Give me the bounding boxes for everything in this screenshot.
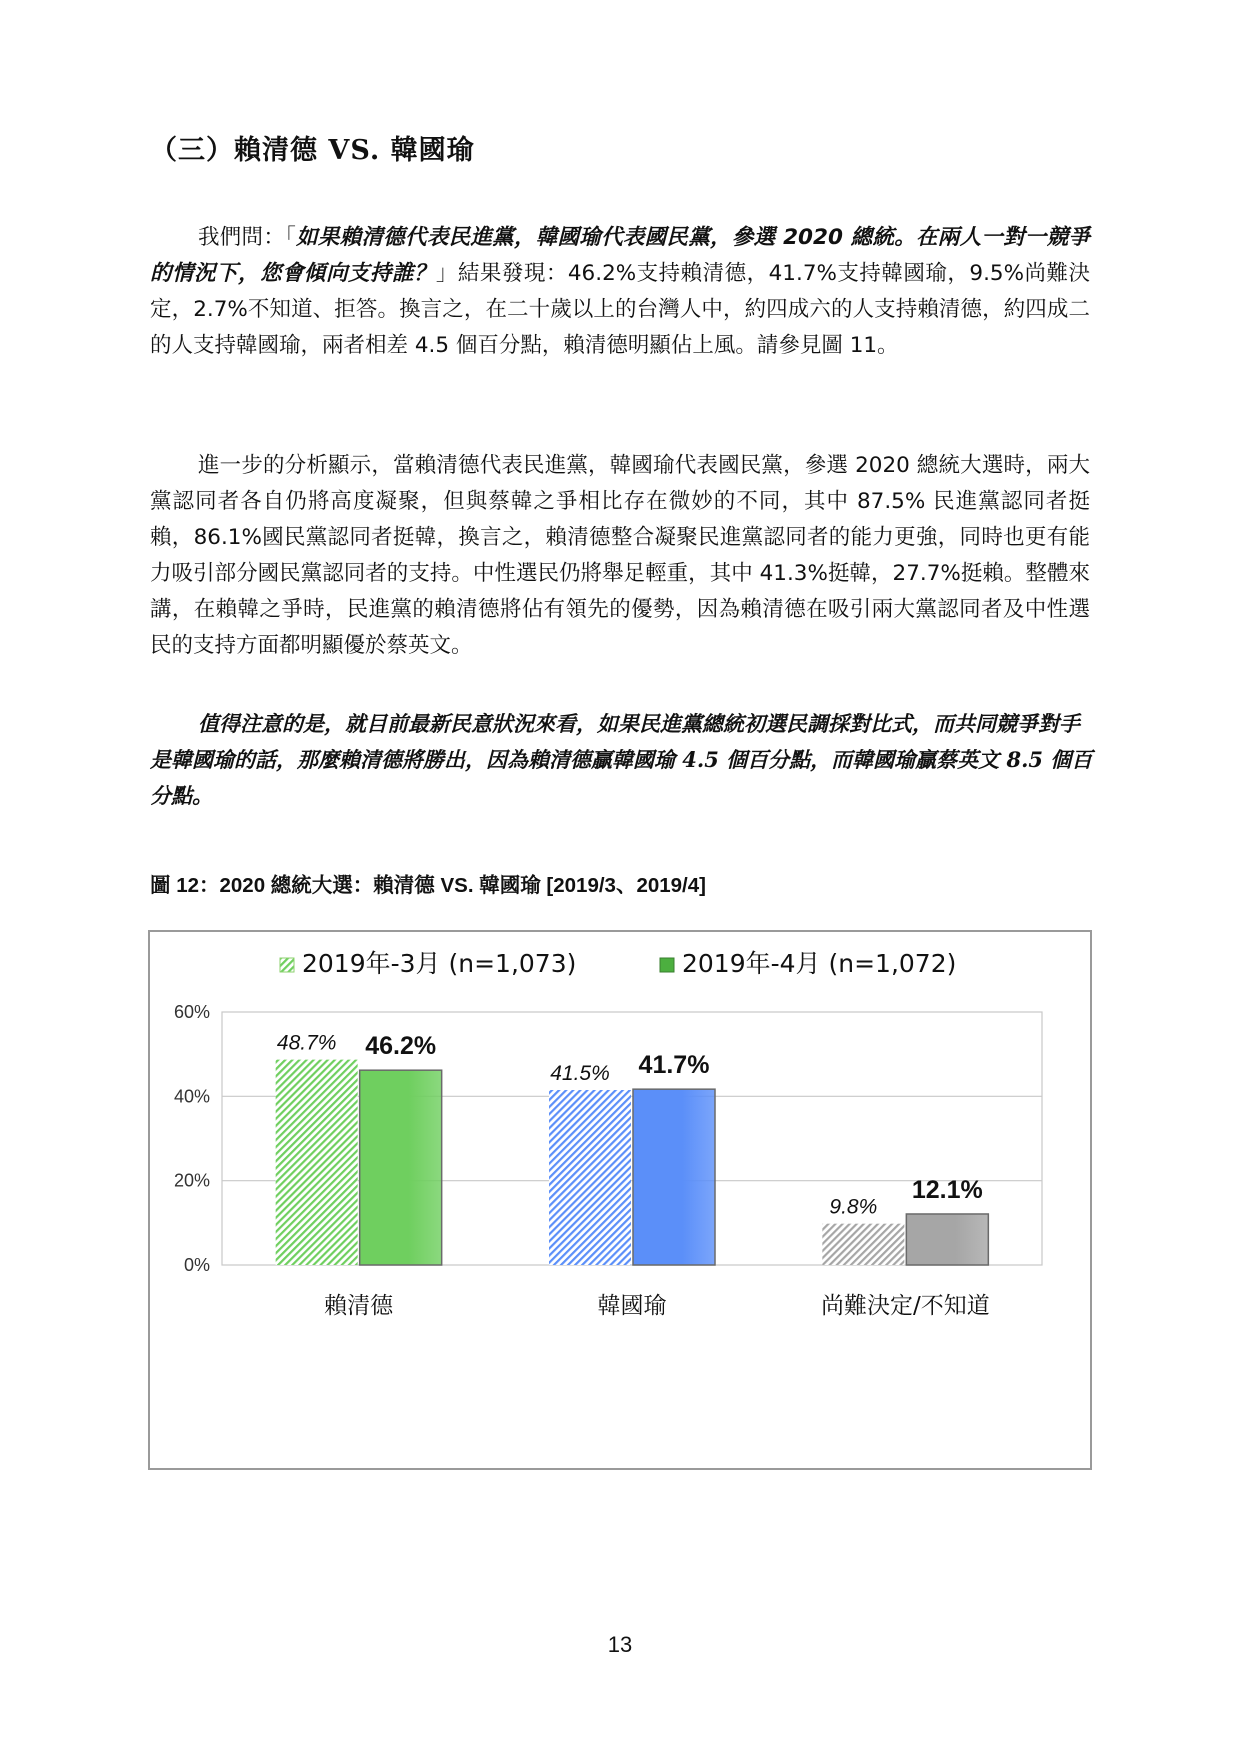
bar-chart xyxy=(150,932,1090,1468)
data-label: 46.2% xyxy=(365,1032,437,1061)
bar-2019年-4月 (n=1,072) xyxy=(906,1214,988,1265)
legend-label: 2019年-4月 (n=1,072) xyxy=(682,949,957,978)
data-label: 12.1% xyxy=(911,1175,983,1204)
section-heading: （三）賴清德 VS. 韓國瑜 xyxy=(150,135,475,166)
legend-swatch xyxy=(660,958,674,972)
paragraph-2: 進一步的分析顯示，當賴清德代表民進黨，韓國瑜代表國民黨，參選 2020 總統大選時，兩大黨認同者各自仍將高度凝聚，但與蔡韓之爭相比存在微妙的不同，其中 87.5% 民進黨認同者挺賴，86.1%國民黨認同者挺韓，換言之，賴清德整合凝聚民進黨認同者的能力更強，同時也更有能力吸引部分國民黨認同者的支持。中性選民仍將舉足輕重，其中 41.3%挺韓，27.7%挺賴。整體來講，在賴韓之爭時，民進黨的賴清德將佔有領先的優勢，因為賴清德在吸引兩大黨認同者及中性選民的支持方面都明顯優於蔡英文。 xyxy=(150,453,1090,658)
figure-caption: 圖 12：2020 總統大選：賴清德 VS. 韓國瑜 [2019/3、2019/4] xyxy=(150,874,706,897)
survey-question: 如果賴清德代表民進黨，韓國瑜代表國民黨，參選 2020 總統。在兩人一對一競爭的情況下，您會傾向支持誰？ xyxy=(150,225,1090,286)
paragraph-1-lead: 我們問：「 xyxy=(198,225,297,250)
page-number: 13 xyxy=(607,1632,633,1657)
chart-frame xyxy=(148,930,1092,1470)
y-tick-label: 0% xyxy=(183,1255,210,1275)
data-label: 48.7% xyxy=(276,1031,337,1055)
data-label: 9.8% xyxy=(829,1195,878,1219)
legend-label: 2019年-3月 (n=1,073) xyxy=(302,949,577,978)
bar-2019年-4月 (n=1,072) xyxy=(360,1070,442,1265)
category-label: 韓國瑜 xyxy=(597,1293,667,1319)
bar-2019年-3月 (n=1,073) xyxy=(276,1060,358,1265)
y-tick-label: 20% xyxy=(173,1170,210,1191)
data-label: 41.7% xyxy=(638,1051,710,1080)
bar-2019年-3月 (n=1,073) xyxy=(549,1090,631,1265)
category-label: 尚難決定/不知道 xyxy=(820,1293,990,1319)
data-label: 41.5% xyxy=(550,1062,610,1086)
category-label: 賴清德 xyxy=(324,1293,394,1319)
highlight-note: 值得注意的是，就目前最新民意狀況來看，如果民進黨總統初選民調採對比式，而共同競爭對手是韓國瑜的話，那麼賴清德將勝出，因為賴清德贏韓國瑜 4.5 個百分點，而韓國瑜贏蔡英文 8.5 個百分點。 xyxy=(150,711,1093,808)
legend-swatch xyxy=(280,958,294,972)
paragraph-1 xyxy=(150,220,1090,364)
bar-2019年-4月 (n=1,072) xyxy=(633,1089,715,1265)
bar-2019年-3月 (n=1,073) xyxy=(822,1224,904,1265)
y-tick-label: 40% xyxy=(173,1086,210,1107)
paragraph-1-body: 」結果發現：46.2%支持賴清德，41.7%支持韓國瑜，9.5%尚難決定，2.7%不知道、拒答。換言之，在二十歲以上的台灣人中，約四成六的人支持賴清德，約四成二的人支持韓國瑜，兩者相差 4.5 個百分點，賴清德明顯佔上風。請參見圖 11。 xyxy=(150,261,1090,358)
y-tick-label: 60% xyxy=(173,1002,210,1022)
